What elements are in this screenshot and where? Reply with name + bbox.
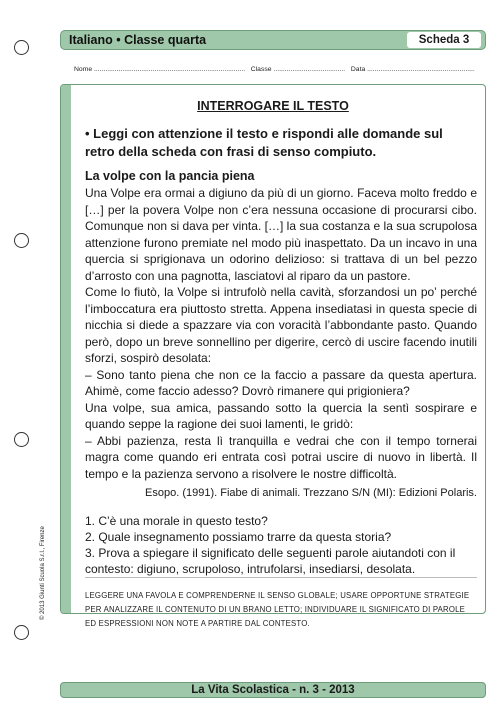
worksheet-title: INTERROGARE IL TESTO [197, 99, 349, 113]
student-fields [74, 66, 475, 73]
sheet-label: Scheda 3 [407, 32, 481, 48]
story-paragraph: – Sono tanto piena che non ce la faccio a passare da questa apertura. Ahimè, come faccio adesso? Dovrò rimanere qui prigioniera? [85, 367, 477, 398]
story-paragraph: Una Volpe era ormai a digiuno da più di un giorno. Faceva molto freddo e […] per la povera Volpe non c’era nessuna occasione di procurarsi cibo. Comunque non si dava per vinta. […] la sua costanza e la sua scrupolosa attenzione furono premiate nel modo più inaspettato. Da un incavo in una quercia si sprigionava un odorino delizioso: si trattava di un bel pezzo d’arrosto con una pagnotta, lasciatovi al riparo da un pastore. [85, 186, 477, 283]
footer-bar [60, 682, 486, 698]
instruction: • Leggi con attenzione il testo e rispondi alle domande sul retro della scheda con frasi di senso compiuto. [85, 126, 443, 159]
story-text [85, 185, 477, 482]
binder-hole-middle [14, 233, 29, 248]
learning-goals: LEGGERE UNA FAVOLA E COMPRENDERNE IL SENSO GLOBALE; USARE OPPORTUNE STRATEGIE PER ANALIZZARE IL CONTENUTO DI UN BRANO LETTO; INDIVIDUARE IL SIGNIFICATO DI PAROLE ED ESPRESSIONI NON NOTE A PARTIRE DAL CONTESTO. [85, 591, 470, 628]
question-item: 3. Prova a spiegare il significato delle seguenti parole aiutandoti con il contesto: digiuno, scrupoloso, intrufolarsi, insediarsi, desolata. [85, 546, 456, 576]
binder-hole-bottom [14, 625, 29, 640]
questions-list [85, 513, 477, 577]
worksheet-box [60, 84, 486, 628]
header-bar [60, 30, 486, 50]
footer-label: La Vita Scolastica - n. 3 - 2013 [191, 684, 355, 696]
story-paragraph: Come lo fiutò, la Volpe si intrufolò nella cavità, sforzandosi un po’ perché l’imboccatura era piuttosto stretta. Appena insediatasi in questa specie di nicchia si diede a spazzare via con voracità l’abbondante pasto. Quando però, dopo un breve sonnellino per digerire, cercò di uscire facendo inutili sforzi, sospirò desolata: [85, 285, 477, 365]
question-item: 1. C’è una morale in questo testo? [85, 514, 268, 528]
subject-label: Italiano • Classe quarta [69, 33, 207, 47]
question-item: 2. Quale insegnamento possiamo trarre da questa storia? [85, 530, 392, 544]
date-field[interactable]: Data ......................................................... [350, 66, 475, 73]
story-source: Esopo. (1991). Fiabe di animali. Trezzano S/N (MI): Edizioni Polaris. [145, 487, 477, 499]
binder-hole-lower [14, 432, 29, 447]
binder-hole-top [14, 40, 29, 55]
name-field[interactable]: Nome ................................................................................ [74, 66, 246, 73]
copyright-note: © 2013 Giunti Scuola S.r.l., Firenze [40, 526, 46, 620]
story-title: La volpe con la pancia piena [85, 169, 255, 183]
story-paragraph: – Abbi pazienza, resta lì tranquilla e vedrai che con il tempo tornerai magra come quando eri entrata così potrai uscire di nuovo in libertà. Il tempo e la pazienza servono a risolvere le nostre difficoltà. [85, 433, 477, 481]
divider [85, 577, 477, 578]
story-paragraph: Una volpe, sua amica, passando sotto la quercia la sentì sospirare e quando seppe la ragione dei suoi lamenti, le gridò: [85, 400, 477, 431]
class-field[interactable]: Classe ...................................... [250, 66, 346, 73]
side-strip [61, 85, 71, 613]
